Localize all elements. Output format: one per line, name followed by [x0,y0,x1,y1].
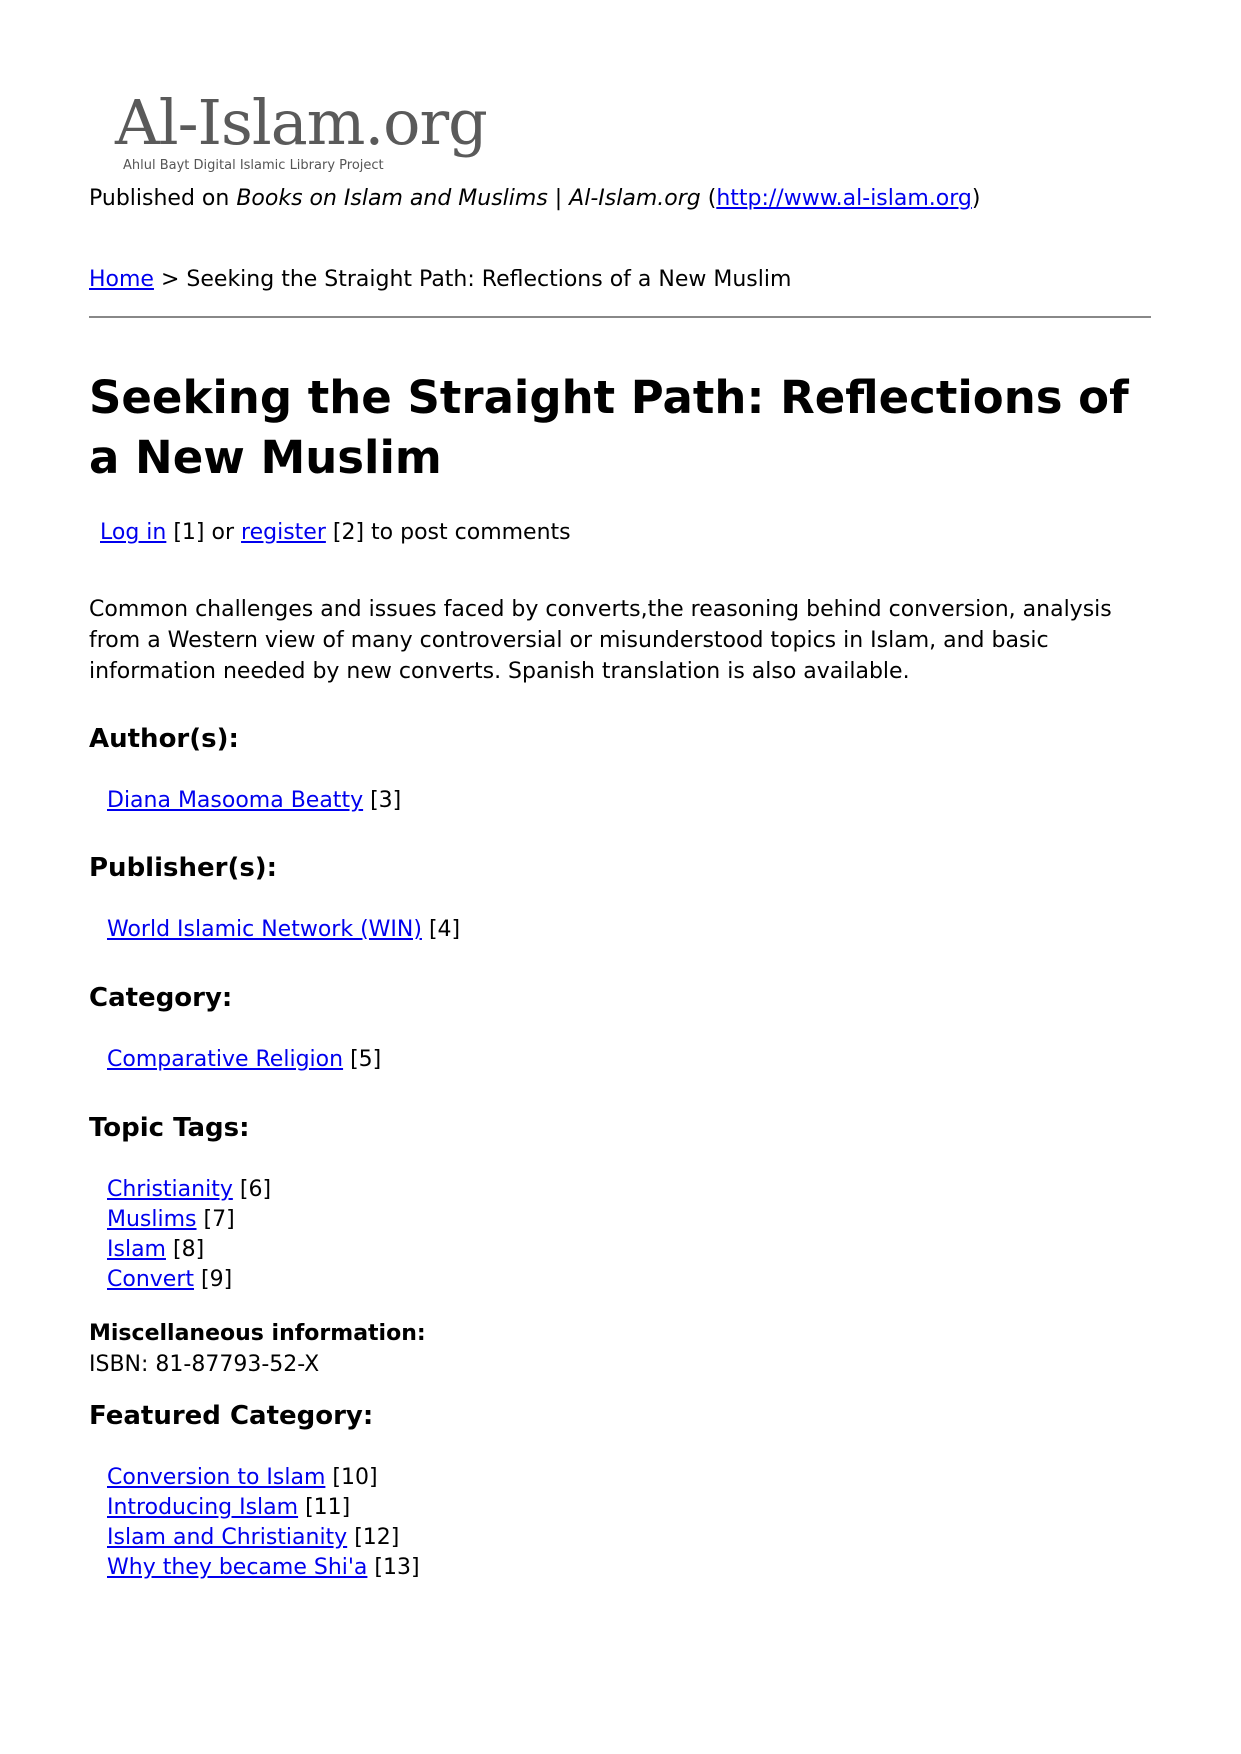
publisher-link[interactable]: World Islamic Network (WIN) [107,917,422,942]
author-link[interactable]: Diana Masooma Beatty [107,788,364,813]
category-link[interactable]: Comparative Religion [107,1047,344,1072]
featured-link-conversion[interactable]: Conversion to Islam [107,1465,326,1490]
register-ref: [2] [332,520,365,545]
register-link[interactable]: register [241,520,326,545]
breadcrumb-current: Seeking the Straight Path: Reflections of a New Muslim [186,267,792,292]
publishers-list [107,915,460,945]
publishers-heading: Publisher(s): [89,853,278,883]
tag-ref: [9] [201,1267,233,1292]
featured-ref: [12] [354,1525,400,1550]
tag-link-muslims[interactable]: Muslims [107,1207,197,1232]
tag-link-christianity[interactable]: Christianity [107,1177,233,1202]
logo-wordmark: Al-Islam.org [115,86,487,159]
misc-heading: Miscellaneous information: [89,1321,426,1346]
list-item [107,1265,271,1295]
list-item [107,915,460,945]
tag-link-convert[interactable]: Convert [107,1267,194,1292]
site-url-link[interactable]: http://www.al-islam.org [716,186,972,211]
category-heading: Category: [89,983,233,1013]
authors-list [107,786,401,816]
login-suffix: to post comments [371,520,571,545]
topic-tags-list [107,1175,271,1295]
featured-heading: Featured Category: [89,1401,374,1431]
published-on-line: Published on Books on Islam and Muslims | Al-Islam.org (http://www.al-islam.org) [89,186,981,211]
site-logo[interactable] [115,86,487,178]
list-item [107,1553,420,1583]
featured-ref: [10] [332,1465,378,1490]
page-title: Seeking the Straight Path: Reflections of a New Muslim [89,371,1129,484]
publisher-ref: [4] [428,917,461,942]
book-summary: Common challenges and issues faced by converts,the reasoning behind conversion, analysis from a Western view of many controversial or misunderstood topics in Islam, and basic information needed by new converts. Spanish translation is also available. [89,597,1112,684]
published-site-name: Books on Islam and Muslims | Al-Islam.org [236,186,701,211]
list-item [107,1205,271,1235]
featured-link-introducing[interactable]: Introducing Islam [107,1495,299,1520]
breadcrumb-home-link[interactable]: Home [89,267,154,292]
featured-link-islam-christianity[interactable]: Islam and Christianity [107,1525,348,1550]
tag-ref: [8] [172,1237,205,1262]
category-ref: [5] [350,1047,382,1072]
featured-list [107,1463,420,1583]
breadcrumb [89,267,791,292]
featured-link-why-shia[interactable]: Why they became Shi'a [107,1555,368,1580]
list-item [107,1523,420,1553]
category-list [107,1045,381,1075]
featured-ref: [13] [374,1555,420,1580]
tag-link-islam[interactable]: Islam [107,1237,166,1262]
list-item [107,1493,420,1523]
tag-ref: [7] [203,1207,235,1232]
login-prompt [100,520,571,545]
login-or: or [211,520,235,545]
tag-ref: [6] [239,1177,272,1202]
list-item [107,786,401,816]
featured-ref: [11] [305,1495,351,1520]
list-item [107,1463,420,1493]
header-divider [89,316,1151,318]
authors-heading: Author(s): [89,724,239,754]
logo-subtitle: Ahlul Bayt Digital Islamic Library Project [123,158,384,173]
topic-tags-heading: Topic Tags: [89,1113,250,1143]
list-item [107,1045,381,1075]
author-ref: [3] [370,788,402,813]
login-ref: [1] [173,520,205,545]
login-link[interactable]: Log in [100,520,167,545]
breadcrumb-separator: > [160,267,180,292]
list-item [107,1175,271,1205]
published-prefix: Published on [89,186,230,211]
isbn-value: ISBN: 81-87793-52-X [89,1352,320,1377]
list-item [107,1235,271,1265]
